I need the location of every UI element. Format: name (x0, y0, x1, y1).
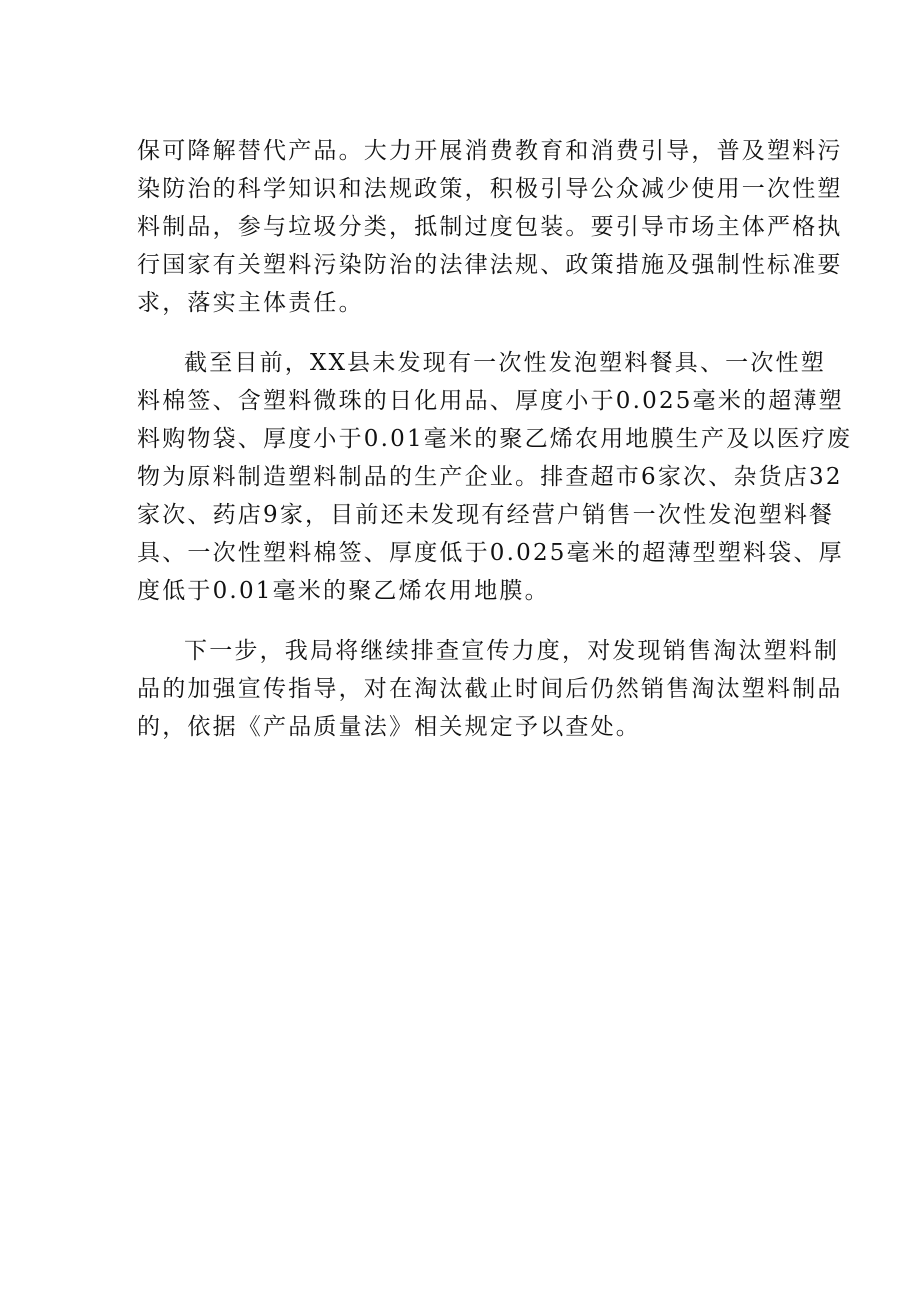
paragraph-1 (137, 132, 843, 322)
paragraph-3 (137, 632, 843, 746)
paragraph-line: 品的加强宣传指导，对在淘汰截止时间后仍然销售淘汰塑料制品 (137, 676, 843, 702)
paragraph-2 (137, 344, 853, 610)
paragraph-line: 具、一次性塑料棉签、厚度低于0.025毫米的超薄型塑料袋、厚 (137, 540, 844, 566)
paragraph-line: 料制品，参与垃圾分类，抵制过度包装。要引导市场主体严格执 (137, 214, 843, 240)
paragraph-line: 料棉签、含塑料微珠的日化用品、厚度小于0.025毫米的超薄塑 (137, 388, 844, 414)
paragraph-line: 料购物袋、厚度小于0.01毫米的聚乙烯农用地膜生产及以医疗废 (137, 426, 853, 452)
document-body (137, 132, 853, 746)
paragraph-line: 家次、药店9家，目前还未发现有经营户销售一次性发泡塑料餐 (137, 502, 835, 528)
paragraph-line: 截至目前，XX县未发现有一次性发泡塑料餐具、一次性塑 (184, 350, 826, 376)
paragraph-line: 下一步，我局将继续排查宣传力度，对发现销售淘汰塑料制 (184, 638, 840, 664)
paragraph-line: 染防治的科学知识和法规政策，积极引导公众减少使用一次性塑 (137, 176, 843, 202)
paragraph-line: 求，落实主体责任。 (137, 290, 364, 316)
paragraph-line: 的，依据《产品质量法》相关规定予以查处。 (137, 714, 641, 740)
paragraph-line: 度低于0.01毫米的聚乙烯农用地膜。 (137, 578, 550, 604)
paragraph-line: 保可降解替代产品。大力开展消费教育和消费引导，普及塑料污 (137, 138, 843, 164)
paragraph-line: 物为原料制造塑料制品的生产企业。排查超市6家次、杂货店32 (137, 464, 843, 490)
paragraph-line: 行国家有关塑料污染防治的法律法规、政策措施及强制性标准要 (137, 252, 843, 278)
